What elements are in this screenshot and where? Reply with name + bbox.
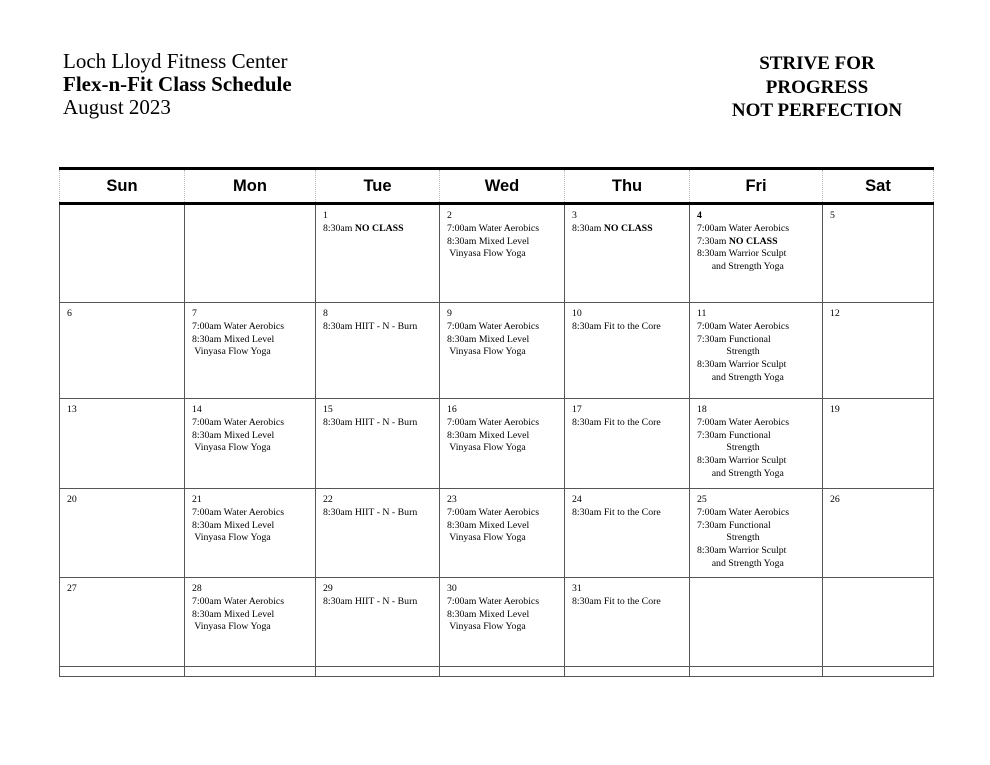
day-cell: [689, 205, 822, 303]
class-entry: and Strength Yoga: [697, 467, 784, 479]
day-number: 25: [697, 494, 707, 505]
class-entry: 8:30am Fit to the Core: [572, 320, 661, 332]
day-number: 1: [323, 210, 328, 221]
class-entry: and Strength Yoga: [697, 261, 784, 273]
day-cell: [315, 489, 439, 578]
week-row: [59, 667, 934, 677]
day-cell: [439, 667, 564, 677]
class-entry: 8:30am Fit to the Core: [572, 506, 661, 518]
day-cell: [564, 303, 689, 399]
day-number: 13: [67, 404, 77, 415]
weekday-header: Tue: [315, 170, 439, 202]
day-number: 28: [192, 583, 202, 594]
org-name: Loch Lloyd Fitness Center: [63, 49, 288, 73]
class-entry: 8:30am Warrior Sculpt: [697, 248, 787, 260]
day-cell: [822, 205, 934, 303]
class-entry: Vinyasa Flow Yoga: [192, 346, 271, 358]
class-entry: 7:00am Water Aerobics: [192, 320, 285, 332]
day-number: 14: [192, 404, 202, 415]
weekday-header: Thu: [564, 170, 689, 202]
class-entry: 8:30am NO CLASS: [323, 222, 404, 234]
class-entry: 7:00am Water Aerobics: [447, 320, 540, 332]
day-number: 29: [323, 583, 333, 594]
schedule-title: Flex-n-Fit Class Schedule: [63, 72, 292, 96]
class-entry: 7:30am Functional: [697, 519, 771, 531]
class-entry: 7:00am Water Aerobics: [447, 506, 540, 518]
class-entry: Vinyasa Flow Yoga: [447, 248, 526, 260]
day-cell: [315, 578, 439, 667]
class-entry: 8:30am HIIT - N - Burn: [323, 416, 418, 428]
day-number: 23: [447, 494, 457, 505]
day-cell: [59, 489, 184, 578]
calendar-grid: [59, 167, 934, 677]
motto: [712, 52, 922, 123]
day-number: 8: [323, 308, 328, 319]
day-cell: [439, 399, 564, 489]
day-number: 17: [572, 404, 582, 415]
day-number: 4: [697, 210, 702, 221]
class-entry: 8:30am Fit to the Core: [572, 416, 661, 428]
day-cell: [315, 399, 439, 489]
day-cell: [59, 399, 184, 489]
motto-line: PROGRESS: [765, 76, 869, 98]
day-cell: [184, 578, 315, 667]
week-row: [59, 303, 934, 399]
day-cell: [439, 578, 564, 667]
class-entry: 7:00am Water Aerobics: [192, 506, 285, 518]
day-number: 31: [572, 583, 582, 594]
day-cell: [184, 399, 315, 489]
day-number: 3: [572, 210, 577, 221]
day-cell: [439, 205, 564, 303]
day-number: 21: [192, 494, 202, 505]
day-number: 7: [192, 308, 197, 319]
day-number: 22: [323, 494, 333, 505]
class-entry: 7:00am Water Aerobics: [192, 595, 285, 607]
class-entry: 7:00am Water Aerobics: [697, 416, 790, 428]
week-row: [59, 489, 934, 578]
weekday-header: Sun: [59, 170, 184, 202]
day-cell: [822, 578, 934, 667]
day-cell: [822, 489, 934, 578]
day-cell: [689, 578, 822, 667]
day-number: 19: [830, 404, 840, 415]
day-cell: [59, 303, 184, 399]
class-entry: Vinyasa Flow Yoga: [192, 621, 271, 633]
class-entry: and Strength Yoga: [697, 557, 784, 569]
day-cell: [822, 667, 934, 677]
class-entry: 8:30am Mixed Level: [192, 429, 275, 441]
day-cell: [689, 303, 822, 399]
week-row: [59, 205, 934, 303]
class-entry: 8:30am Warrior Sculpt: [697, 359, 787, 371]
day-cell: [689, 399, 822, 489]
day-cell: [564, 578, 689, 667]
day-number: 11: [697, 308, 707, 319]
class-entry: Vinyasa Flow Yoga: [192, 442, 271, 454]
day-number: 2: [447, 210, 452, 221]
day-cell: [59, 578, 184, 667]
day-cell: [564, 205, 689, 303]
day-cell: [184, 667, 315, 677]
class-entry: Strength: [697, 532, 760, 544]
class-entry: 7:30am Functional: [697, 333, 771, 345]
day-number: 6: [67, 308, 72, 319]
week-row: [59, 399, 934, 489]
class-entry: 8:30am HIIT - N - Burn: [323, 595, 418, 607]
class-entry: 7:00am Water Aerobics: [192, 416, 285, 428]
day-cell: [315, 667, 439, 677]
class-entry: 7:00am Water Aerobics: [697, 506, 790, 518]
class-entry: Vinyasa Flow Yoga: [447, 346, 526, 358]
day-cell: [439, 489, 564, 578]
class-entry: 8:30am Mixed Level: [447, 333, 530, 345]
class-entry: Vinyasa Flow Yoga: [447, 442, 526, 454]
class-entry: 7:00am Water Aerobics: [697, 320, 790, 332]
day-number: 18: [697, 404, 707, 415]
class-entry: 8:30am Mixed Level: [447, 519, 530, 531]
calendar-weeks: [59, 205, 934, 677]
day-cell: [822, 303, 934, 399]
schedule-month: August 2023: [63, 95, 171, 119]
weekday-header: Fri: [689, 170, 822, 202]
class-entry: 7:00am Water Aerobics: [697, 222, 790, 234]
class-entry: Strength: [697, 346, 760, 358]
day-cell: [439, 303, 564, 399]
class-entry: Vinyasa Flow Yoga: [447, 532, 526, 544]
weekday-header: Wed: [439, 170, 564, 202]
class-entry: 8:30am Mixed Level: [192, 519, 275, 531]
day-cell: [315, 303, 439, 399]
class-entry: 8:30am HIIT - N - Burn: [323, 320, 418, 332]
day-number: 10: [572, 308, 582, 319]
weekday-header: Sat: [822, 170, 934, 202]
day-cell: [822, 399, 934, 489]
day-cell: [59, 205, 184, 303]
day-number: 30: [447, 583, 457, 594]
class-entry: 8:30am HIIT - N - Burn: [323, 506, 418, 518]
class-entry: Strength: [697, 442, 760, 454]
class-entry: 7:00am Water Aerobics: [447, 595, 540, 607]
day-cell: [689, 489, 822, 578]
class-entry: 8:30am Mixed Level: [447, 608, 530, 620]
day-cell: [315, 205, 439, 303]
motto-line: NOT PERFECTION: [731, 100, 903, 121]
class-entry: 7:30am Functional: [697, 429, 771, 441]
day-number: 24: [572, 494, 582, 505]
day-cell: [59, 667, 184, 677]
motto-line: STRIVE FOR: [759, 53, 875, 74]
class-entry: Vinyasa Flow Yoga: [447, 621, 526, 633]
day-cell: [689, 667, 822, 677]
weekday-header: Mon: [184, 170, 315, 202]
class-entry: 8:30am NO CLASS: [572, 222, 653, 234]
class-entry: 8:30am Fit to the Core: [572, 595, 661, 607]
class-entry: 8:30am Mixed Level: [192, 608, 275, 620]
class-entry: 7:30am NO CLASS: [697, 235, 778, 247]
day-number: 26: [830, 494, 840, 505]
class-entry: 8:30am Mixed Level: [447, 235, 530, 247]
class-entry: 8:30am Warrior Sculpt: [697, 545, 787, 557]
day-number: 27: [67, 583, 77, 594]
day-number: 15: [323, 404, 333, 415]
weekday-header-row: [59, 170, 934, 205]
class-entry: 7:00am Water Aerobics: [447, 416, 540, 428]
class-entry: 7:00am Water Aerobics: [447, 222, 540, 234]
day-number: 5: [830, 210, 835, 221]
day-number: 16: [447, 404, 457, 415]
class-entry: and Strength Yoga: [697, 371, 784, 383]
class-entry: 8:30am Mixed Level: [192, 333, 275, 345]
day-number: 9: [447, 308, 452, 319]
class-entry: 8:30am Warrior Sculpt: [697, 455, 787, 467]
day-cell: [564, 667, 689, 677]
day-cell: [564, 399, 689, 489]
day-cell: [184, 303, 315, 399]
day-number: 12: [830, 308, 840, 319]
day-cell: [184, 205, 315, 303]
day-cell: [184, 489, 315, 578]
schedule-header: [63, 50, 292, 119]
week-row: [59, 578, 934, 667]
class-entry: 8:30am Mixed Level: [447, 429, 530, 441]
class-entry: Vinyasa Flow Yoga: [192, 532, 271, 544]
day-cell: [564, 489, 689, 578]
day-number: 20: [67, 494, 77, 505]
